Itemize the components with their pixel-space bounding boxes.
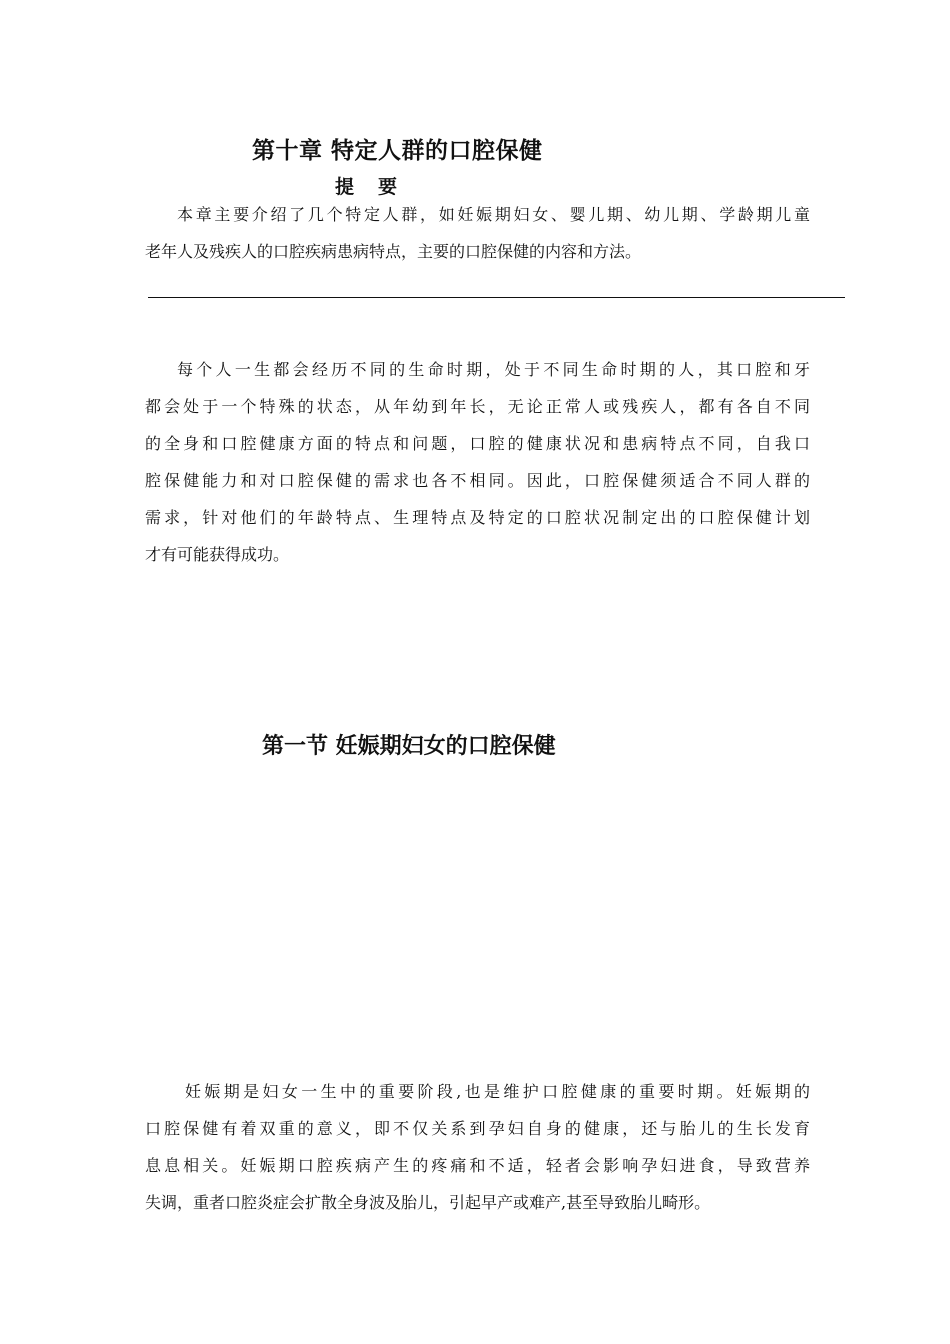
abstract-heading: 提要: [335, 176, 422, 198]
intro-paragraph: [145, 351, 810, 573]
intro-line: 都会处于一个特殊的状态，从年幼到年长，无论正常人或残疾人，都有各自不同: [145, 397, 810, 416]
section-line: 息息相关。妊娠期口腔疾病产生的疼痛和不适，轻者会影响孕妇进食，导致营养: [145, 1156, 810, 1175]
abstract-line: 本章主要介绍了几个特定人群，如妊娠期妇女、婴儿期、幼儿期、学龄期儿童: [177, 205, 810, 224]
horizontal-divider: [148, 297, 845, 298]
intro-line: 的全身和口腔健康方面的特点和问题，口腔的健康状况和患病特点不同，自我口: [145, 434, 810, 453]
chapter-title: 第十章 特定人群的口腔保健: [252, 137, 543, 164]
intro-line: 每个人一生都会经历不同的生命时期，处于不同生命时期的人，其口腔和牙: [177, 360, 810, 379]
abstract-paragraph: [145, 196, 810, 270]
section-line: 口腔保健有着双重的意义，即不仅关系到孕妇自身的健康，还与胎儿的生长发育: [145, 1119, 810, 1138]
intro-line: 腔保健能力和对口腔保健的需求也各不相同。因此，口腔保健须适合不同人群的: [145, 471, 810, 490]
intro-line: 才有可能获得成功。: [145, 545, 290, 564]
section-paragraph: [145, 1073, 810, 1221]
section-title: 第一节 妊娠期妇女的口腔保健: [262, 733, 556, 759]
section-line: 妊娠期是妇女一生中的重要阶段,也是维护口腔健康的重要时期。妊娠期的: [185, 1082, 810, 1101]
abstract-line: 老年人及残疾人的口腔疾病患病特点，主要的口腔保健的内容和方法。: [145, 242, 642, 261]
intro-line: 需求，针对他们的年龄特点、生理特点及特定的口腔状况制定出的口腔保健计划: [145, 508, 810, 527]
section-line: 失调，重者口腔炎症会扩散全身波及胎儿，引起早产或难产,甚至导致胎儿畸形。: [145, 1193, 711, 1212]
